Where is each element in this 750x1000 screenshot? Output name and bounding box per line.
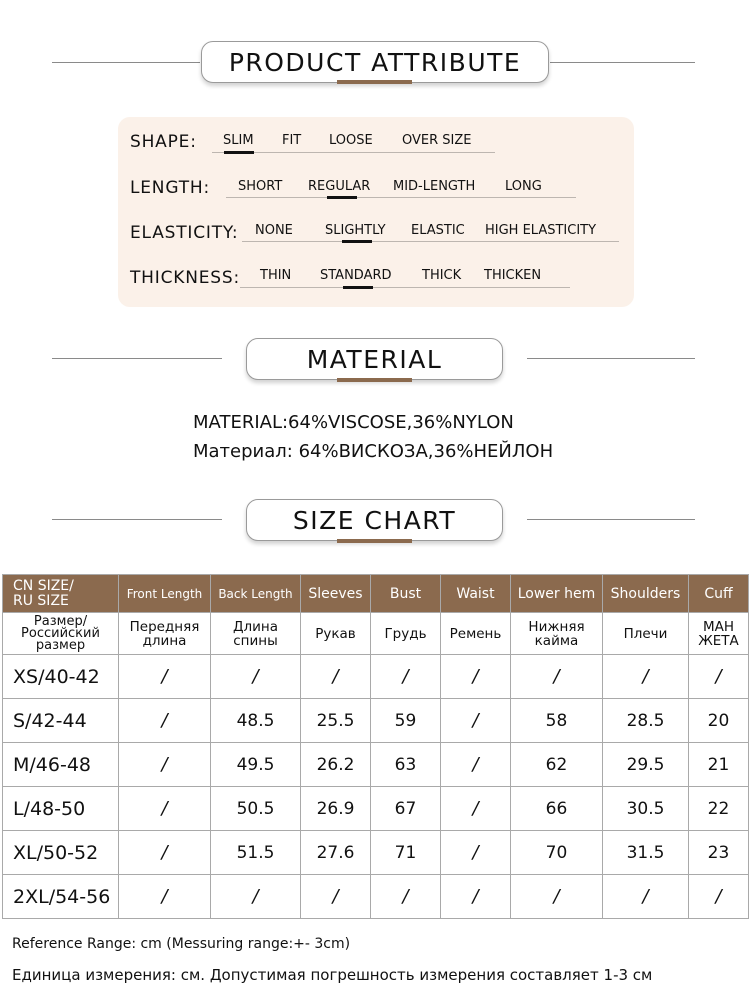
- value-cell: 27.6: [301, 831, 371, 875]
- value-cell: /: [511, 655, 603, 699]
- ru-text: Длина: [232, 618, 279, 635]
- size-table: [2, 574, 749, 919]
- length-option-long: LONG: [505, 179, 542, 194]
- divider-left: [52, 519, 222, 520]
- length-track: [226, 197, 576, 198]
- elasticity-selected-marker: [342, 240, 372, 243]
- value-cell: /: [689, 875, 749, 919]
- ru-text: Грудь: [384, 625, 427, 642]
- shape-track: [212, 152, 495, 153]
- header-cn-ru-size: [3, 575, 119, 613]
- value-cell: 26.2: [301, 743, 371, 787]
- header-ru-front-length: [119, 613, 211, 655]
- value-cell: /: [689, 655, 749, 699]
- table-row: [3, 655, 749, 699]
- value-cell: /: [119, 875, 211, 919]
- elasticity-option-slightly: SLIGHTLY: [325, 223, 386, 238]
- value-cell: 21: [689, 743, 749, 787]
- value-cell: /: [119, 787, 211, 831]
- table-row: [3, 787, 749, 831]
- value-cell: 63: [371, 743, 441, 787]
- value-cell: /: [119, 655, 211, 699]
- value-cell: 70: [511, 831, 603, 875]
- ru-text: МАН: [702, 618, 735, 635]
- header-bust: Bust: [371, 575, 441, 613]
- reference-note-ru: Единица измерения: см. Допустимая погрешность измерения составляет 1-3 см: [12, 966, 653, 984]
- thickness-option-standard: STANDARD: [320, 268, 392, 283]
- section-title-attribute: [201, 41, 549, 83]
- value-cell: /: [119, 831, 211, 875]
- size-cell: M/46-48: [3, 743, 119, 787]
- header-sleeves: Sleeves: [301, 575, 371, 613]
- value-cell: /: [119, 743, 211, 787]
- length-selected-marker: [327, 196, 357, 199]
- table-row: [3, 699, 749, 743]
- header-row-ru: [3, 613, 749, 655]
- size-cell: XS/40-42: [3, 655, 119, 699]
- section-title-size-chart: [246, 499, 503, 541]
- shape-option-fit: FIT: [282, 133, 302, 148]
- shape-selected-marker: [224, 151, 254, 154]
- length-option-short: SHORT: [238, 179, 283, 194]
- ru-text: Рукав: [315, 625, 356, 642]
- value-cell: 59: [371, 699, 441, 743]
- thickness-selected-marker: [343, 286, 373, 289]
- ru-first-line3: размер: [35, 637, 86, 653]
- header-back-length: Back Length: [211, 575, 301, 613]
- divider-left: [52, 62, 200, 63]
- attribute-title-text: PRODUCT ATTRIBUTE: [228, 47, 522, 77]
- ru-text: длина: [142, 632, 187, 649]
- value-cell: 20: [689, 699, 749, 743]
- ru-first-line1: Размер/: [33, 613, 88, 629]
- value-cell: 31.5: [603, 831, 689, 875]
- table-row: [3, 831, 749, 875]
- value-cell: 49.5: [211, 743, 301, 787]
- thickness-option-thin: THIN: [260, 268, 292, 283]
- material-en: [193, 412, 514, 433]
- header-shoulders: Shoulders: [603, 575, 689, 613]
- elasticity-option-none: NONE: [255, 223, 293, 238]
- shape-option-loose: LOOSE: [329, 133, 373, 148]
- divider-left: [52, 358, 222, 359]
- thickness-option-thick: THICK: [422, 268, 462, 283]
- elasticity-label: ELASTICITY:: [130, 223, 239, 243]
- value-cell: 30.5: [603, 787, 689, 831]
- divider-right: [527, 519, 695, 520]
- thickness-track: [240, 287, 570, 288]
- table-row: [3, 743, 749, 787]
- header-first-line1: CN SIZE/: [13, 577, 74, 594]
- value-cell: /: [371, 875, 441, 919]
- elasticity-option-elastic: ELASTIC: [411, 223, 465, 238]
- thickness-option-thicken: THICKEN: [484, 268, 542, 283]
- header-ru-waist: [441, 613, 511, 655]
- value-cell: /: [119, 699, 211, 743]
- size-chart-title-text: SIZE CHART: [292, 505, 457, 535]
- table-row: [3, 875, 749, 919]
- header-cuff: Cuff: [689, 575, 749, 613]
- ru-text: Нижняя: [528, 618, 585, 635]
- value-cell: 66: [511, 787, 603, 831]
- value-cell: /: [441, 743, 511, 787]
- value-cell: 22: [689, 787, 749, 831]
- value-cell: 29.5: [603, 743, 689, 787]
- header-row-en: [3, 575, 749, 613]
- value-cell: /: [441, 831, 511, 875]
- shape-label: SHAPE:: [130, 132, 197, 152]
- length-label: LENGTH:: [130, 178, 210, 198]
- size-cell: 2XL/54-56: [3, 875, 119, 919]
- elasticity-option-high: HIGH ELASTICITY: [485, 223, 597, 238]
- title-underbar: [337, 539, 412, 543]
- ru-text: кайма: [534, 632, 579, 649]
- divider-right: [550, 62, 695, 63]
- value-cell: 62: [511, 743, 603, 787]
- header-lower-hem: Lower hem: [511, 575, 603, 613]
- value-cell: 23: [689, 831, 749, 875]
- material-en-label: MATERIAL:: [193, 412, 289, 433]
- header-front-length: Front Length: [119, 575, 211, 613]
- shape-option-slim: SLIM: [223, 133, 254, 148]
- material-ru: [193, 441, 553, 462]
- title-underbar: [337, 80, 412, 84]
- header-ru-back-length: [211, 613, 301, 655]
- material-title-text: MATERIAL: [306, 344, 443, 374]
- size-cell: S/42-44: [3, 699, 119, 743]
- size-cell: L/48-50: [3, 787, 119, 831]
- value-cell: /: [603, 655, 689, 699]
- value-cell: /: [371, 655, 441, 699]
- section-title-material: [246, 338, 503, 380]
- ru-text: ЖЕТА: [698, 632, 739, 649]
- value-cell: /: [441, 875, 511, 919]
- elasticity-track: [242, 241, 619, 242]
- value-cell: /: [441, 655, 511, 699]
- header-ru-shoulders: [603, 613, 689, 655]
- divider-right: [527, 358, 695, 359]
- length-option-midlength: MID-LENGTH: [393, 179, 476, 194]
- value-cell: /: [211, 875, 301, 919]
- value-cell: 48.5: [211, 699, 301, 743]
- value-cell: /: [211, 655, 301, 699]
- thickness-label: THICKNESS:: [130, 268, 240, 288]
- size-cell: XL/50-52: [3, 831, 119, 875]
- header-ru-cuff: [689, 613, 749, 655]
- ru-text: Ремень: [449, 625, 502, 642]
- header-ru-lower-hem: [511, 613, 603, 655]
- ru-first-line2: Российский: [21, 625, 100, 641]
- value-cell: /: [301, 655, 371, 699]
- value-cell: 58: [511, 699, 603, 743]
- value-cell: 25.5: [301, 699, 371, 743]
- value-cell: /: [511, 875, 603, 919]
- value-cell: 50.5: [211, 787, 301, 831]
- ru-text: Передняя: [129, 618, 200, 635]
- value-cell: /: [441, 699, 511, 743]
- shape-option-oversize: OVER SIZE: [402, 133, 472, 148]
- title-underbar: [337, 378, 412, 382]
- value-cell: /: [441, 787, 511, 831]
- ru-text: спины: [233, 632, 278, 649]
- header-ru-bust: [371, 613, 441, 655]
- material-en-value: 64%VISCOSE,36%NYLON: [288, 412, 514, 433]
- material-ru-label: Материал:: [193, 441, 293, 462]
- material-ru-value: 64%ВИСКОЗА,36%НЕЙЛОН: [298, 441, 554, 462]
- ru-text: Плечи: [623, 625, 668, 642]
- value-cell: 71: [371, 831, 441, 875]
- reference-note-en: Reference Range: cm (Messuring range:+- 3cm): [12, 936, 351, 952]
- length-option-regular: REGULAR: [308, 179, 371, 194]
- value-cell: /: [603, 875, 689, 919]
- value-cell: /: [301, 875, 371, 919]
- value-cell: 28.5: [603, 699, 689, 743]
- header-waist: Waist: [441, 575, 511, 613]
- size-rows: [3, 655, 749, 919]
- value-cell: 26.9: [301, 787, 371, 831]
- header-ru-sleeves: [301, 613, 371, 655]
- value-cell: 51.5: [211, 831, 301, 875]
- header-ru-size: [3, 613, 119, 655]
- header-first-line2: RU SIZE: [13, 592, 69, 609]
- value-cell: 67: [371, 787, 441, 831]
